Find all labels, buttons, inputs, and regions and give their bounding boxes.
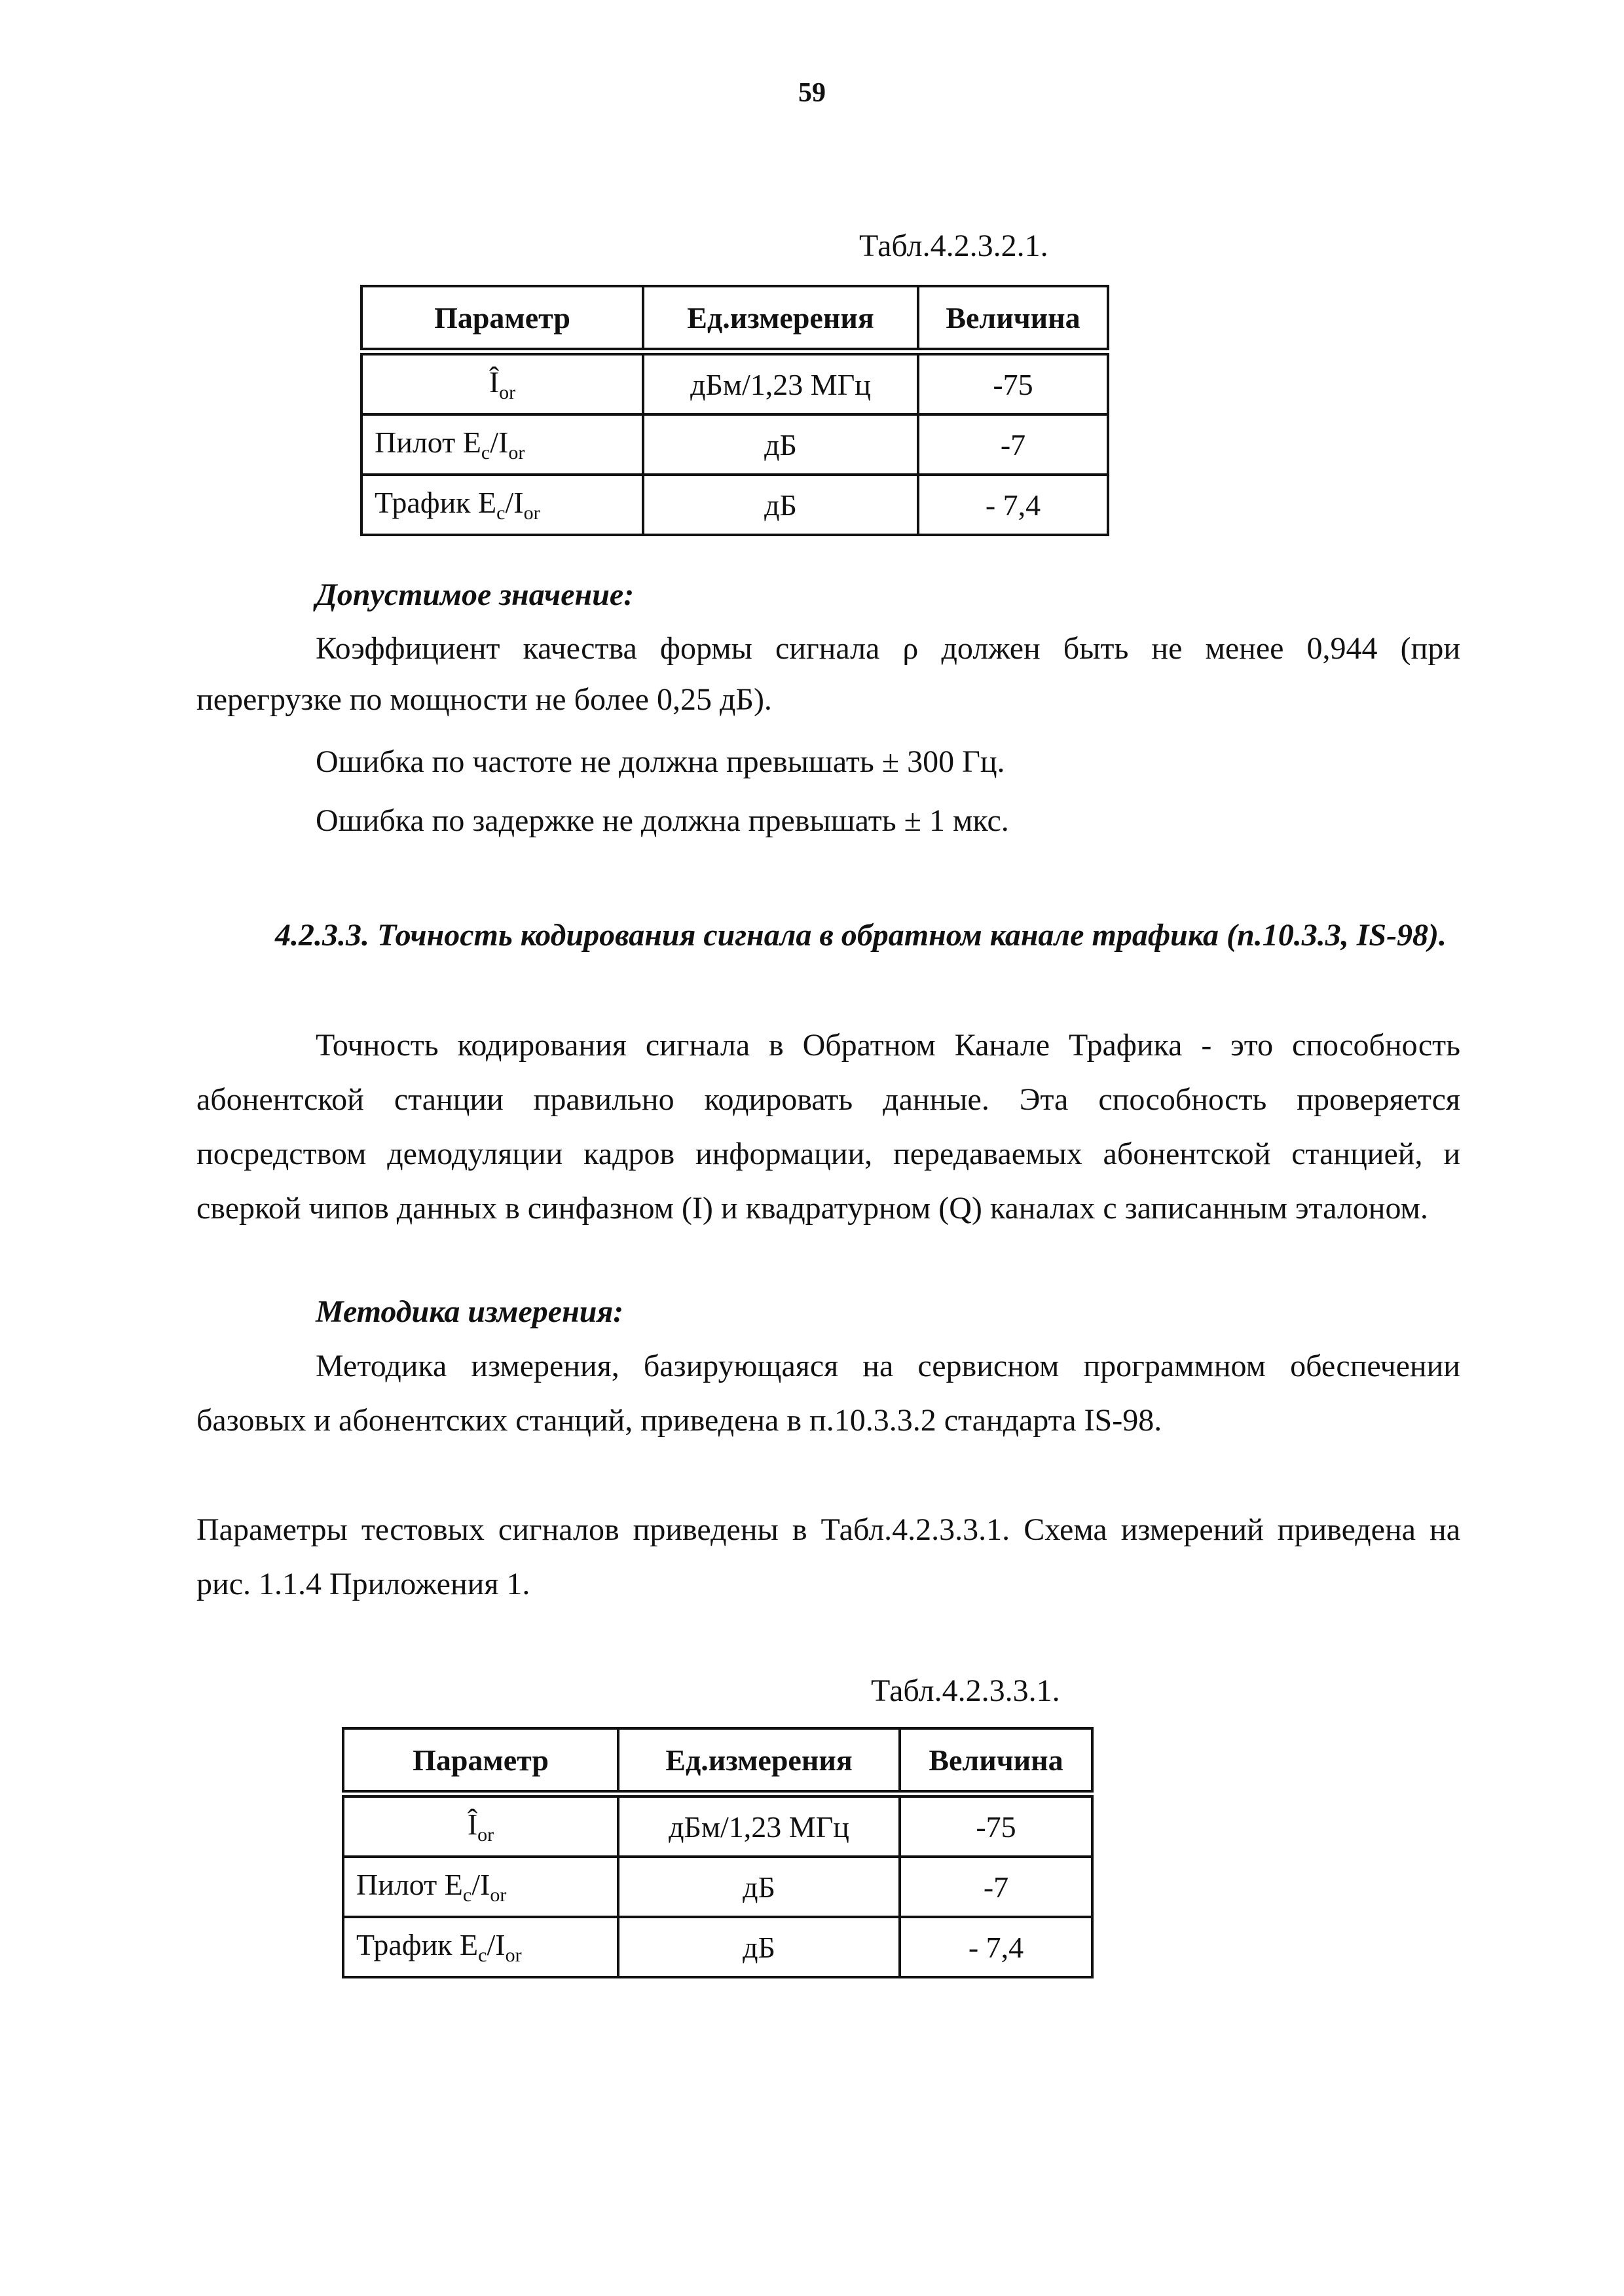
table-header-cell: Параметр <box>361 286 643 352</box>
method-heading: Методика измерения: <box>316 1294 624 1329</box>
admissible-heading: Допустимое значение: <box>316 577 635 612</box>
table-cell-unit: дБ <box>618 1857 900 1917</box>
table-row <box>361 475 1108 535</box>
table-cell-value: - 7,4 <box>900 1917 1092 1977</box>
page-number: 59 <box>798 78 826 108</box>
table-row <box>361 352 1108 414</box>
table-2-header-row <box>343 1728 1092 1794</box>
param-mid: /I <box>505 485 524 519</box>
table-cell-param <box>343 1917 618 1977</box>
table-cell-value: -7 <box>900 1857 1092 1917</box>
table-cell-value: - 7,4 <box>918 475 1108 535</box>
table-cell-param <box>343 1794 618 1857</box>
param-sub: or <box>508 442 525 464</box>
param-text: Трафик E <box>356 1927 479 1961</box>
param-mid: /I <box>490 425 509 459</box>
quality-paragraph: Коэффициент качества формы сигнала ρ должен быть не менее 0,944 (при перегрузке по мощности не более 0,25 дБ). <box>196 631 1460 717</box>
table-cell-unit: дБм/1,23 МГц <box>643 352 918 414</box>
table-cell-value: -75 <box>918 352 1108 414</box>
table-cell-value: -75 <box>900 1794 1092 1857</box>
table-cell-param <box>361 475 643 535</box>
table-row <box>343 1857 1092 1917</box>
ior-symbol <box>468 1807 494 1846</box>
param-text: Пилот E <box>375 425 481 459</box>
table-cell-unit: дБ <box>643 475 918 535</box>
table-2 <box>342 1727 1094 1978</box>
param-sub: or <box>523 502 540 524</box>
table-cell-unit: дБ <box>643 414 918 475</box>
param-text: Трафик E <box>375 485 497 519</box>
table-cell-param <box>361 414 643 475</box>
param-mid: /I <box>487 1927 506 1961</box>
param-sub: or <box>490 1884 507 1906</box>
table-header-cell: Ед.измерения <box>618 1728 900 1794</box>
table-cell-param <box>361 352 643 414</box>
table-cell-unit: дБм/1,23 МГц <box>618 1794 900 1857</box>
section-body: Точность кодирования сигнала в Обратном Канале Трафика - это способность абонентской станции правильно кодировать данные. Эта способность проверяется посредством демодуляции кадров информации, передаваемых абонентской станцией, и сверкой чипов данных в синфазном (I) и квадратурном (Q) каналах с записанным эталоном. <box>196 1028 1460 1226</box>
param-mid: /I <box>471 1867 490 1901</box>
table-header-cell: Параметр <box>343 1728 618 1794</box>
ior-sub: or <box>477 1824 494 1846</box>
method-body: Методика измерения, базирующаяся на сервисном программном обеспечении базовых и абонентских станций, приведена в п.10.3.3.2 стандарта IS-98. <box>196 1349 1460 1438</box>
param-sub: c <box>478 1944 487 1967</box>
ior-i: Î <box>467 1807 478 1841</box>
param-text: Пилот E <box>356 1867 463 1901</box>
table-row <box>343 1794 1092 1857</box>
param-sub: c <box>481 442 490 464</box>
table-header-cell: Величина <box>900 1728 1092 1794</box>
ior-sub: or <box>499 382 516 404</box>
table-header-cell: Величина <box>918 286 1108 352</box>
ior-symbol <box>489 365 515 404</box>
param-sub: or <box>505 1944 522 1967</box>
table-row <box>361 414 1108 475</box>
param-sub: c <box>496 502 506 524</box>
param-sub: c <box>462 1884 472 1906</box>
table-row <box>343 1917 1092 1977</box>
table-cell-param <box>343 1857 618 1917</box>
params-paragraph: Параметры тестовых сигналов приведены в Табл.4.2.3.3.1. Схема измерений приведена на рис. 1.1.4 Приложения 1. <box>196 1512 1460 1601</box>
table-2-caption: Табл.4.2.3.3.1. <box>871 1673 1060 1708</box>
table-1-caption: Табл.4.2.3.2.1. <box>859 228 1048 263</box>
table-1 <box>360 285 1109 536</box>
section-title: 4.2.3.3. Точность кодирования сигнала в обратном канале трафика (п.10.3.3, IS-98). <box>275 918 1447 953</box>
ior-i: Î <box>489 365 500 399</box>
table-cell-unit: дБ <box>618 1917 900 1977</box>
freq-error-paragraph: Ошибка по частоте не должна превышать ± 300 Гц. <box>316 744 1005 779</box>
table-header-cell: Ед.измерения <box>643 286 918 352</box>
table-1-header-row <box>361 286 1108 352</box>
table-cell-value: -7 <box>918 414 1108 475</box>
delay-error-paragraph: Ошибка по задержке не должна превышать ± 1 мкс. <box>316 803 1009 838</box>
